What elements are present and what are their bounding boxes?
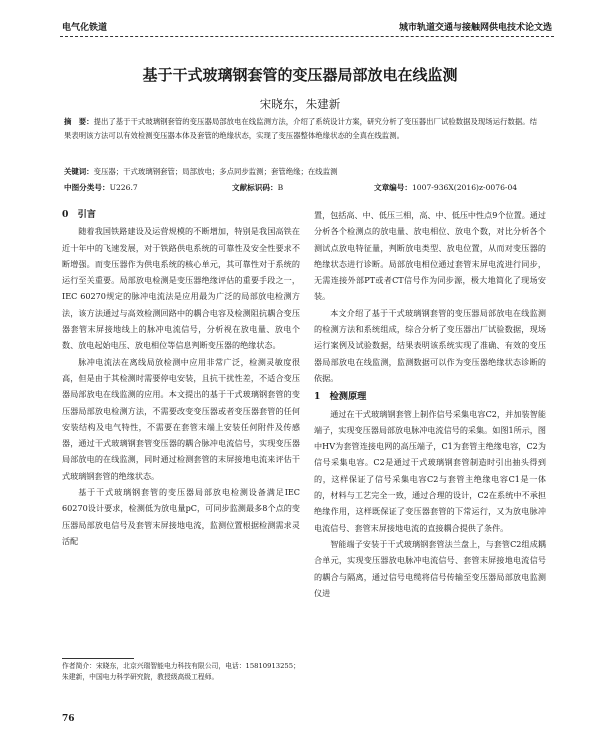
journal-name: 电气化铁道	[62, 23, 108, 33]
left-column	[62, 207, 300, 549]
right-paragraph-4: 智能端子安装于干式玻璃钢套管法兰盘上，与套管C2组成耦合单元，实现变压器放电脉冲电流信号、套管末屏接地电流信号的耦合与隔离，通过信号电缆将信号传输至变压器局部放电监测仪进	[314, 538, 546, 598]
clc-value: U226.7	[109, 183, 138, 192]
intro-paragraph-2: 脉冲电流法在离线局放检测中应用非常广泛，检测灵敏度很高，但是由于其检测时需要停电安装，且抗干扰性差，不适合变压器局部放电在线监测的应用。本文提出的基于干式玻璃钢套管的变压器局部放电检测方法，不需要改变变压器或者变压器套管的任何安装结构及电气特性，不需要在套管末端上安装任何附件及传感器，通过干式玻璃钢套管变压器的耦合脉冲电流信号，实现变压器局部放电的在线监测，同时通过检测套管的末屏接地电流来评估干式玻璃钢套管的绝缘状态。	[62, 356, 300, 481]
footnote-line-2: 朱建新，中国电力科学研究院，教授级高级工程师。	[62, 673, 219, 681]
clc-number	[64, 182, 138, 193]
right-paragraph-2: 本文介绍了基于干式玻璃钢套管的变压器局部放电在线监测的检测方法和系统组成，综合分析了变压器出厂试验数据，现场运行案例及试验数据，结果表明该系统实现了准确、有效的变压器局部放电在线监测，监测数据可以作为变压器绝缘状态诊断的依据。	[314, 307, 546, 383]
article-number	[374, 182, 517, 193]
article-label: 文章编号：	[374, 183, 412, 192]
paper-title: 基于干式玻璃钢套管的变压器局部放电在线监测	[142, 66, 458, 84]
keywords-text: 变压器；干式玻璃钢套管；局部放电；多点同步监测；套管绝缘；在线监测	[93, 167, 338, 176]
section-heading-principle: 1 检测原理	[314, 391, 367, 403]
document-code	[232, 182, 283, 193]
intro-paragraph-1: 随着我国铁路建设及运营规模的不断增加，特别是我国高铁在近十年中的飞速发展，对于铁路供电系统的可靠性及安全性要求不断增强。而变压器作为供电系统的核心单元，其可靠性对于系统的运行至关重要。局部放电检测是变压器绝缘评估的重要手段之一，IEC 60270规定的脉冲电流法是应用最为广泛的局部放电检测方法，该方法通过与高效检测回路中的耦合电容及检测阻抗耦合变压器套管末屏接地线上的脉冲电流信号，分析视在放电量、放电个数、放电起始电压、放电相位等信息判断变压器的绝缘状态。	[62, 226, 300, 351]
doc-label: 文献标识码：	[232, 183, 278, 192]
intro-paragraph-3: 基于干式玻璃钢套管的变压器局部放电检测设备满足IEC 60270设计要求，检测低为放电量pC，可同步监测最多8个点的变压器局部放电信号及套管末屏接地电流，监测位置根据检测需求灵活配	[62, 487, 300, 546]
section-heading-intro: 0 引言	[62, 209, 96, 220]
footnote-rule	[62, 658, 134, 659]
right-paragraph-3: 通过在干式玻璃钢套管上制作信号采集电容C2，并加装智能端子，实现变压器局部放电脉冲电流信号的采集。如图1所示，图中HV为套管连接电网的高压端子，C1为套管主绝缘电容，C2为信号采集电容。C2是通过干式玻璃钢套管制造时引出抽头得到的，这样保证了信号采集电容C2与套管主绝缘电容C1是一体的，材料与工艺完全一致，通过合理的设计，C2在系统中不承担绝缘作用，这样既保证了变压器套管的下常运行，又为放电脉冲电流信号、套管末屏接地电流的直接耦合提供了条件。	[314, 408, 546, 533]
article-value: 1007-936X(2016)z-0076-04	[411, 183, 518, 192]
footnote	[62, 661, 300, 683]
keywords	[64, 165, 542, 179]
header-rule	[60, 36, 554, 37]
abstract-label: 摘 要：	[64, 117, 94, 126]
paper-authors: 宋晓东，朱建新	[259, 97, 341, 111]
abstract	[64, 115, 542, 143]
series-name: 城市轨道交通与接触网供电技术论文选	[398, 23, 552, 33]
page-number: 76	[62, 714, 75, 724]
footnote-line-1: 作者简介：宋晓东，北京兴瑞智能电力科技有限公司，电话：15810913255；	[62, 662, 300, 670]
keywords-label: 关键词：	[64, 167, 94, 176]
right-paragraph-1: 置，包括高、中、低压三相，高、中、低压中性点9个位置。通过分析各个检测点的放电量、放电相位、放电个数，对比分析各个测试点放电特征量，判断放电类型、放电位置，从而对变压器的绝缘状态进行诊断。局部放电相位通过套管末屏电流进行同步，无需连接外部PT或者CT信号作为同步源，极大地简化了现场安装。	[314, 210, 546, 302]
clc-label: 中图分类号：	[64, 183, 110, 192]
doc-value: B	[277, 183, 284, 192]
abstract-text: 提出了基于干式玻璃钢套管的变压器局部放电在线监测方法，介绍了系统设计方案，研究分析了变压器出厂试验数据及现场运行数据。结果表明该方法可以有效检测变压器本体及套管的绝缘状态，实现了变压器整体绝缘状态的全真在线监测。	[64, 117, 538, 140]
right-column	[314, 207, 546, 601]
